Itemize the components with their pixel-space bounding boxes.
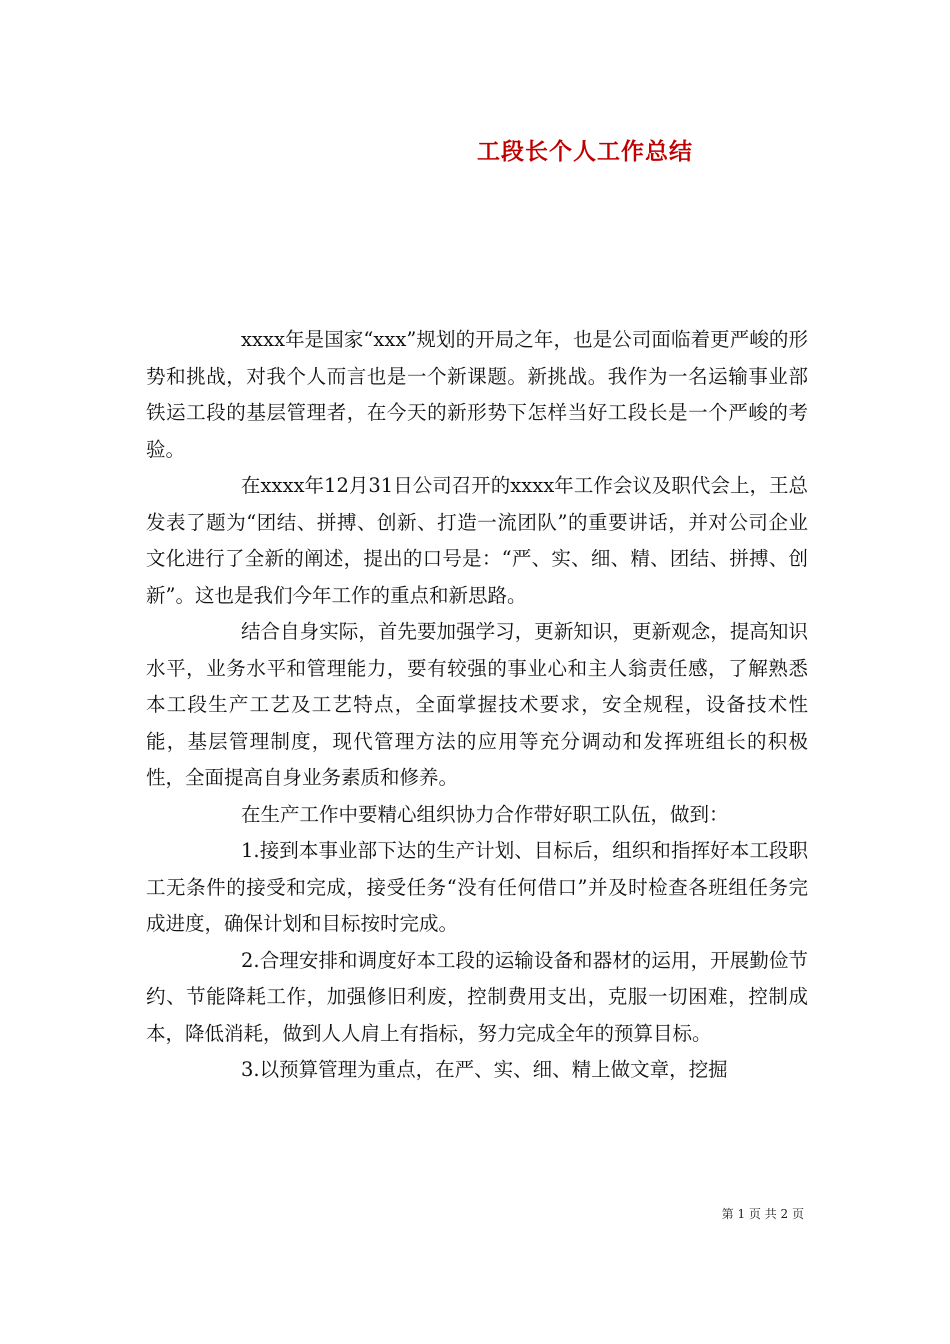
paragraph-1: xxxx年是国家“xxx”规划的开局之年，也是公司面临着更严峻的形势和挑战，对我个人而言也是一个新课题。新挑战。我作为一名运输事业部铁运工段的基层管理者，在今天的新形势下怎样当好工段长是一个严峻的考验。 <box>146 328 808 461</box>
paragraph-2: 在xxxx年12月31日公司召开的xxxx年工作会议及职代会上，王总发表了题为“团结、拼搏、创新、打造一流团队”的重要讲话，并对公司企业文化进行了全新的阐述，提出的口号是：“严、实、细、精、团结、拼搏、创新”。这也是我们今年工作的重点和新思路。 <box>146 474 808 607</box>
list-item-1: 1.接到本事业部下达的生产计划、目标后，组织和指挥好本工段职工无条件的接受和完成，接受任务“没有任何借口”并及时检查各班组任务完成进度，确保计划和目标按时完成。 <box>146 839 808 935</box>
list-item-2: 2.合理安排和调度好本工段的运输设备和器材的运用，开展勤俭节约、节能降耗工作，加强修旧利废，控制费用支出，克服一切困难，控制成本，降低消耗，做到人人肩上有指标，努力完成全年的预算目标。 <box>146 948 808 1045</box>
document-title: 工段长个人工作总结 <box>477 138 693 165</box>
document-body <box>146 322 808 1089</box>
paragraph-3: 结合自身实际，首先要加强学习，更新知识，更新观念，提高知识水平，业务水平和管理能力，要有较强的事业心和主人翁责任感，了解熟悉本工段生产工艺及工艺特点，全面掌握技术要求，安全规程，设备技术性能，基层管理制度，现代管理方法的应用等充分调动和发挥班组长的积极性，全面提高自身业务素质和修养。 <box>146 620 808 789</box>
paragraph-4: 在生产工作中要精心组织协力合作带好职工队伍，做到： <box>241 802 729 826</box>
page-footer: 第 1 页 共 2 页 <box>721 1207 804 1221</box>
list-item-3: 3.以预算管理为重点，在严、实、细、精上做文章，挖掘 <box>241 1058 728 1081</box>
